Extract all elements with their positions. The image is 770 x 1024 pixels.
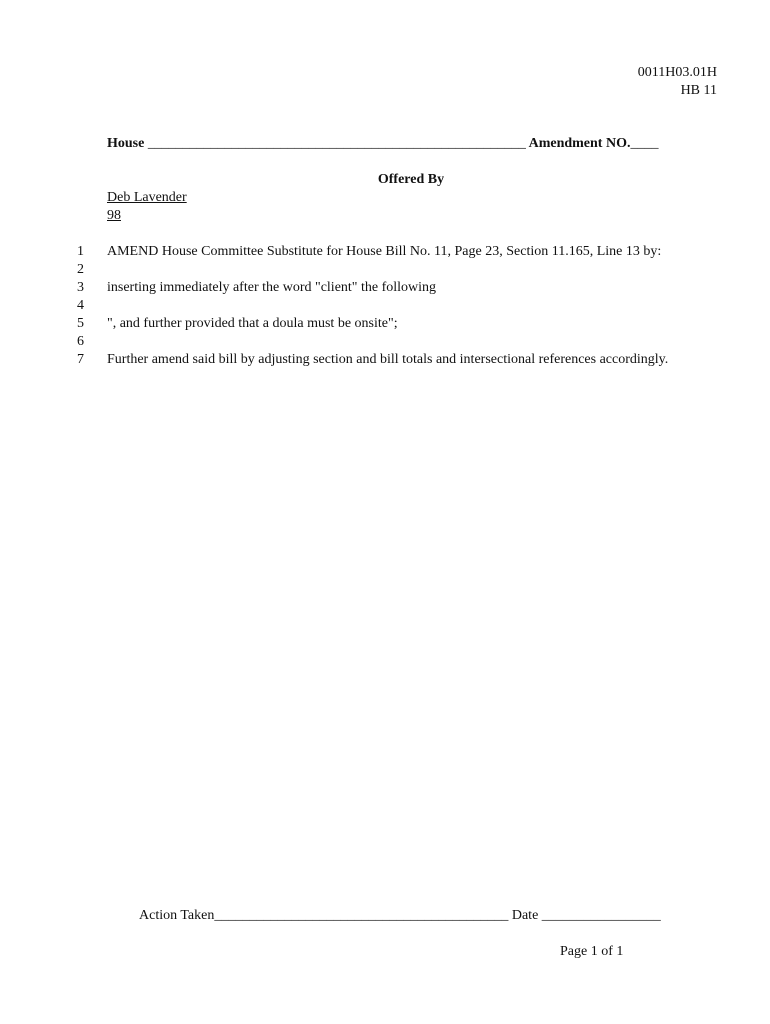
line-number: 5	[77, 316, 84, 331]
date-blank: _________________	[541, 908, 661, 923]
offered-by-heading: Offered By	[377, 172, 445, 187]
line-number: 7	[77, 352, 84, 367]
chamber-blank: ______________________________________________________	[147, 136, 526, 151]
bill-number: HB 11	[680, 83, 717, 98]
line-number: 6	[77, 334, 84, 349]
line-number: 1	[77, 244, 84, 259]
date-label: Date	[511, 908, 539, 923]
amendment-text-line: Further amend said bill by adjusting section and bill totals and intersectional references accordingly.	[107, 352, 669, 367]
line-number: 4	[77, 298, 84, 313]
line-number: 3	[77, 280, 84, 295]
chamber-label: House	[107, 136, 145, 151]
document-id: 0011H03.01H	[637, 65, 717, 80]
line-number: 2	[77, 262, 84, 277]
amendment-number-blank: ____	[630, 136, 659, 151]
amendment-text-line: inserting immediately after the word "client" the following	[107, 280, 437, 295]
amendment-text-line: ", and further provided that a doula must be onsite";	[107, 316, 398, 331]
amendment-header-line	[107, 135, 712, 153]
amendment-text-line: AMEND House Committee Substitute for House Bill No. 11, Page 23, Section 11.165, Line 13 by:	[107, 244, 662, 259]
action-taken-label: Action Taken	[139, 908, 215, 923]
action-taken-blank: __________________________________________	[214, 908, 509, 923]
page-number: Page 1 of 1	[560, 944, 624, 959]
action-taken-line	[139, 907, 661, 925]
amendment-number-label: Amendment NO.	[528, 136, 631, 151]
sponsor-district: 98	[107, 208, 121, 223]
sponsor-name: Deb Lavender	[107, 190, 187, 205]
